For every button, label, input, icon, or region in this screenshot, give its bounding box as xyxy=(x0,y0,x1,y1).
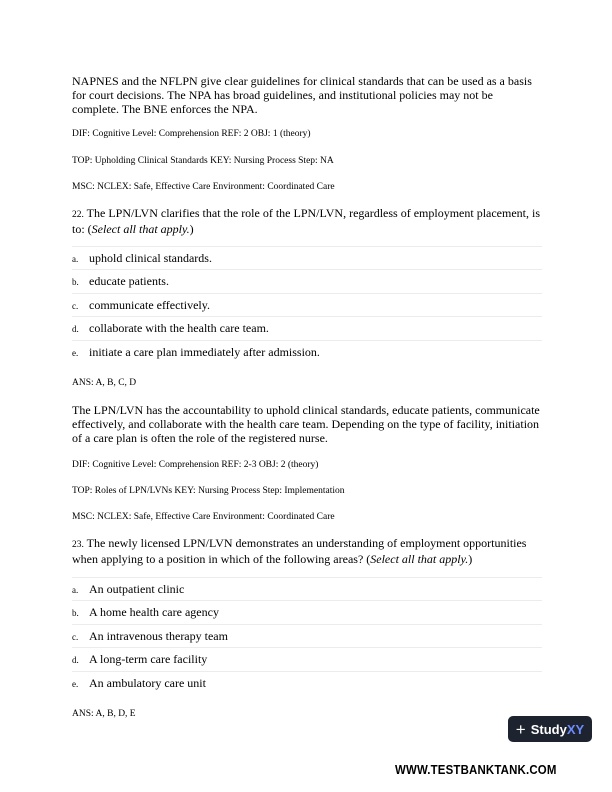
option-text: A long-term care facility xyxy=(89,652,208,666)
option-letter: a. xyxy=(72,585,79,595)
option-text: initiate a care plan immediately after admission. xyxy=(89,345,320,359)
block1-top: TOP: Upholding Clinical Standards KEY: Nursing Process Step: NA xyxy=(72,156,334,166)
question-23-answer: ANS: A, B, D, E xyxy=(72,709,136,719)
footer-site-link[interactable]: WWW.TESTBANKTANK.COM xyxy=(395,762,557,777)
question-22-answer: ANS: A, B, C, D xyxy=(72,378,137,388)
option-text: An ambulatory care unit xyxy=(89,676,206,690)
question-22-number: 22. xyxy=(72,210,84,220)
question-23-stem-end: ) xyxy=(468,552,473,566)
question-22-stem-text: The LPN/LVN clarifies that the role of the LPN/LVN, regardless of employment placement, is to: ( xyxy=(72,206,541,236)
option-letter: b. xyxy=(72,277,79,287)
option-letter: e. xyxy=(72,679,79,689)
question-22-option-c xyxy=(72,293,542,317)
option-text: communicate effectively. xyxy=(89,298,210,312)
question-23-option-d xyxy=(72,647,542,671)
option-text: collaborate with the health care team. xyxy=(89,321,269,335)
question-23-stem-italic: Select all that apply. xyxy=(370,552,469,566)
question-23-option-b xyxy=(72,600,542,624)
question-22-rationale: The LPN/LVN has the accountability to uphold clinical standards, educate patients, communicate effectively, and collaborate with the health care team. Depending on the type of facility, initiation of a care plan is often the role of the registered nurse. xyxy=(72,403,540,445)
question-22-option-b xyxy=(72,269,542,293)
question-23-stem xyxy=(72,536,542,566)
option-letter: c. xyxy=(72,632,79,642)
option-text: A home health care agency xyxy=(89,605,219,619)
question-23-option-c xyxy=(72,624,542,648)
question-23-option-a xyxy=(72,577,542,601)
question-22-option-a xyxy=(72,246,542,270)
option-text: educate patients. xyxy=(89,274,169,288)
badge-brand-main: Study xyxy=(530,721,567,737)
option-letter: a. xyxy=(72,254,79,264)
plus-icon: + xyxy=(515,719,526,739)
question-22-option-d xyxy=(72,316,542,340)
question-23-option-e xyxy=(72,671,542,695)
question-22-dif: DIF: Cognitive Level: Comprehension REF: 2-3 OBJ: 2 (theory) xyxy=(72,460,319,470)
studyxy-badge[interactable] xyxy=(508,716,592,742)
option-letter: e. xyxy=(72,348,79,358)
block1-msc: MSC: NCLEX: Safe, Effective Care Environment: Coordinated Care xyxy=(72,182,335,192)
question-22-option-e xyxy=(72,340,542,364)
option-letter: c. xyxy=(72,301,79,311)
option-text: An outpatient clinic xyxy=(89,582,185,596)
option-letter: d. xyxy=(72,324,79,334)
question-23-stem-text: The newly licensed LPN/LVN demonstrates an understanding of employment opportunities when applying to a position in which of the following areas? ( xyxy=(72,536,527,566)
question-22-top: TOP: Roles of LPN/LVNs KEY: Nursing Process Step: Implementation xyxy=(72,486,345,496)
question-22-stem-end: ) xyxy=(189,222,194,236)
option-text: uphold clinical standards. xyxy=(89,251,212,265)
question-22-stem xyxy=(72,206,542,236)
option-text: An intravenous therapy team xyxy=(89,629,228,643)
question-22-stem-italic: Select all that apply. xyxy=(91,222,190,236)
question-23-number: 23. xyxy=(72,540,84,550)
question-22-msc: MSC: NCLEX: Safe, Effective Care Environment: Coordinated Care xyxy=(72,512,335,522)
block1-dif: DIF: Cognitive Level: Comprehension REF: 2 OBJ: 1 (theory) xyxy=(72,129,311,139)
badge-brand-accent: XY xyxy=(566,721,585,737)
option-letter: d. xyxy=(72,655,79,665)
option-letter: b. xyxy=(72,608,79,618)
intro-paragraph: NAPNES and the NFLPN give clear guidelines for clinical standards that can be used as a basis for court decisions. The NPA has broad guidelines, and institutional policies may not be complete. The BNE enforces the NPA. xyxy=(72,74,532,116)
